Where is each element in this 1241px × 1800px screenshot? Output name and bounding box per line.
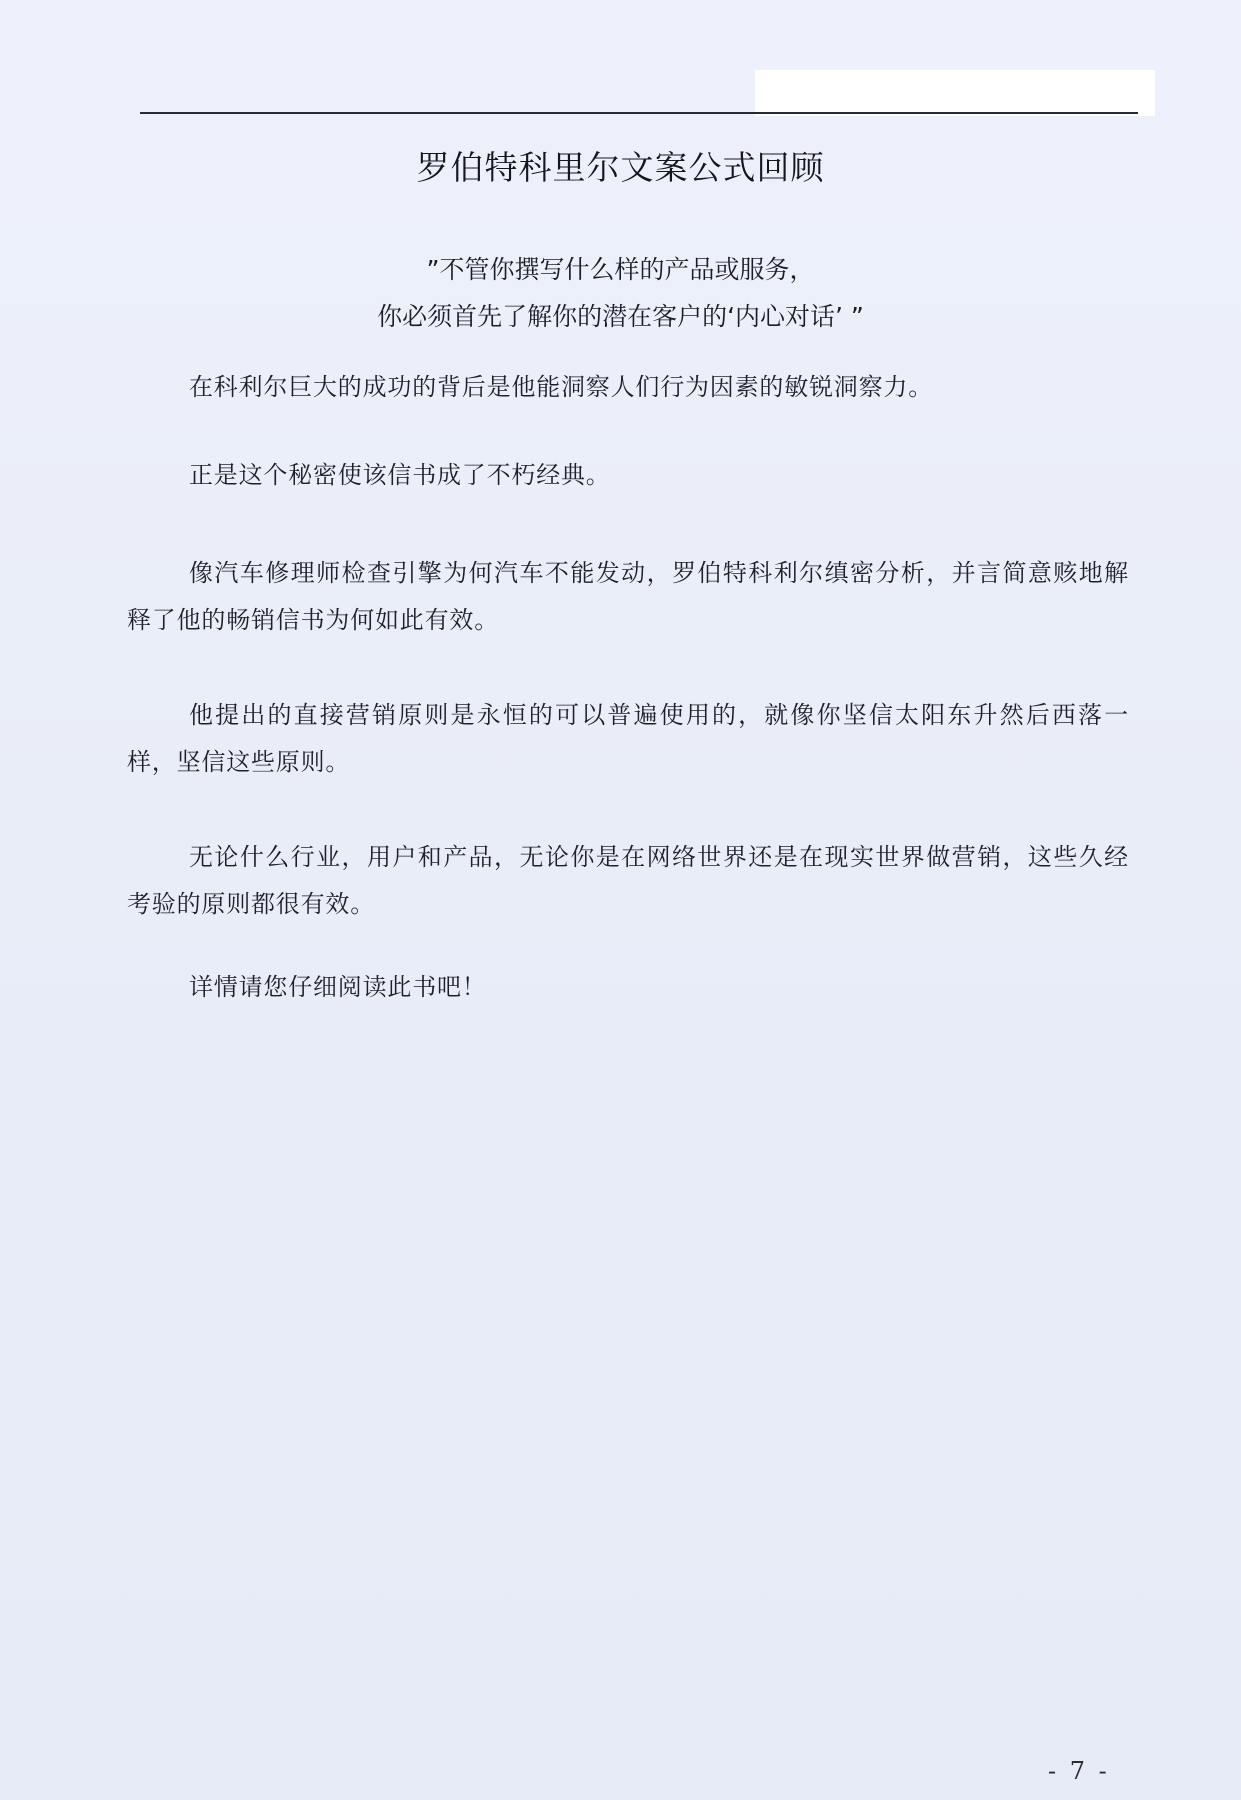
- paragraph-1: 在科利尔巨大的成功的背后是他能洞察人们行为因素的敏锐洞察力。: [189, 373, 933, 401]
- paragraph-2: 正是这个秘密使该信书成了不朽经典。: [189, 461, 611, 489]
- paragraph-6: 详情请您仔细阅读此书吧！: [189, 973, 487, 1001]
- document-title: 罗伯特科里尔文案公式回顾: [416, 148, 825, 187]
- page-number: - 7 -: [1048, 1757, 1110, 1785]
- redaction-box: [755, 70, 1155, 116]
- paragraph-5: 无论什么行业，用户和产品，无论你是在网络世界还是在现实世界做营销，这些久经考验的原则都很有效。: [127, 843, 1129, 918]
- paragraph-4: 他提出的直接营销原则是永恒的可以普遍使用的，就像你坚信太阳东升然后西落一样，坚信这些原则。: [127, 701, 1129, 776]
- quote-line-2: 你必须首先了解你的潜在客户的‘内心对话’ ”: [377, 302, 864, 331]
- header-rule: [140, 112, 1138, 114]
- quote-line-1: ”不管你撰写什么样的产品或服务，: [426, 255, 815, 284]
- paragraph-3: 像汽车修理师检查引擎为何汽车不能发动，罗伯特科利尔缜密分析，并言简意赅地解释了他的畅销信书为何如此有效。: [127, 559, 1129, 634]
